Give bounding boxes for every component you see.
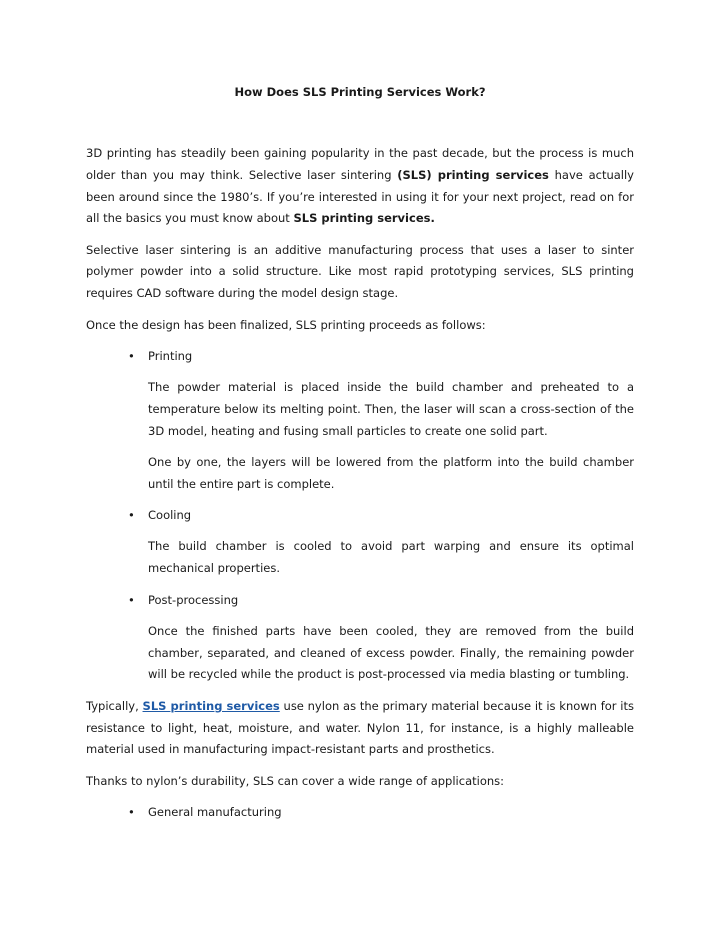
bullet-icon: • bbox=[128, 804, 135, 819]
sls-definition-paragraph: Selective laser sintering is an additive manufacturing process that uses a laser to sinter polymer powder into a solid structure. Like most rapid prototyping services, SLS printing requires CAD software during the model design stage. bbox=[86, 242, 634, 301]
step-label: Post-processing bbox=[148, 592, 239, 607]
intro-bold-services: SLS printing services. bbox=[293, 211, 435, 226]
intro-bold-sls: (SLS) printing services bbox=[397, 167, 549, 182]
bullet-icon: • bbox=[128, 348, 135, 363]
applications-intro-paragraph: Thanks to nylon’s durability, SLS can cover a wide range of applications: bbox=[86, 773, 505, 788]
step-label: Printing bbox=[148, 348, 193, 363]
application-label: General manufacturing bbox=[148, 804, 282, 819]
application-bullet-general-manufacturing bbox=[128, 802, 634, 824]
step-paragraph: The build chamber is cooled to avoid part warping and ensure its optimal mechanical properties. bbox=[148, 539, 634, 576]
step-bullet-post-processing bbox=[128, 590, 634, 612]
intro-text-2: have actually been around since the 1980’s. If you’re interested in using it for your next project, read on for all the basics you must know about bbox=[86, 167, 634, 226]
nylon-text-1: Typically, bbox=[86, 698, 143, 713]
bullet-icon: • bbox=[128, 592, 135, 607]
step-paragraph: Once the finished parts have been cooled, they are removed from the build chamber, separated, and cleaned of excess powder. Finally, the remaining powder will be recycled while the product is post-processed via media blasting or tumbling. bbox=[148, 623, 634, 682]
process-intro-paragraph: Once the design has been finalized, SLS printing proceeds as follows: bbox=[86, 317, 486, 332]
step-paragraph: The powder material is placed inside the build chamber and preheated to a temperature below its melting point. Then, the laser will scan a cross-section of the 3D model, heating and fusing small particles to create one solid part. bbox=[148, 380, 634, 438]
bullet-icon: • bbox=[128, 508, 135, 523]
intro-paragraph bbox=[86, 143, 634, 230]
intro-text-1: 3D printing has steadily been gaining popularity in the past decade, but the process is much older than you may think. Selective laser sintering bbox=[86, 146, 634, 182]
document-body bbox=[86, 143, 634, 833]
nylon-paragraph bbox=[86, 696, 634, 761]
nylon-text-2: use nylon as the primary material because it is known for its resistance to light, heat, moisture, and water. Nylon 11, for instance, is a highly malleable material used in manufacturing impact-resistant parts and prosthetics. bbox=[86, 698, 634, 757]
step-label: Cooling bbox=[148, 508, 192, 523]
sls-printing-services-link[interactable]: SLS printing services bbox=[142, 698, 280, 713]
step-paragraph: One by one, the layers will be lowered from the platform into the build chamber until the entire part is complete. bbox=[148, 455, 634, 491]
step-bullet-printing bbox=[128, 346, 634, 368]
document-title: How Does SLS Printing Services Work? bbox=[234, 85, 486, 99]
step-bullet-cooling bbox=[128, 505, 634, 527]
